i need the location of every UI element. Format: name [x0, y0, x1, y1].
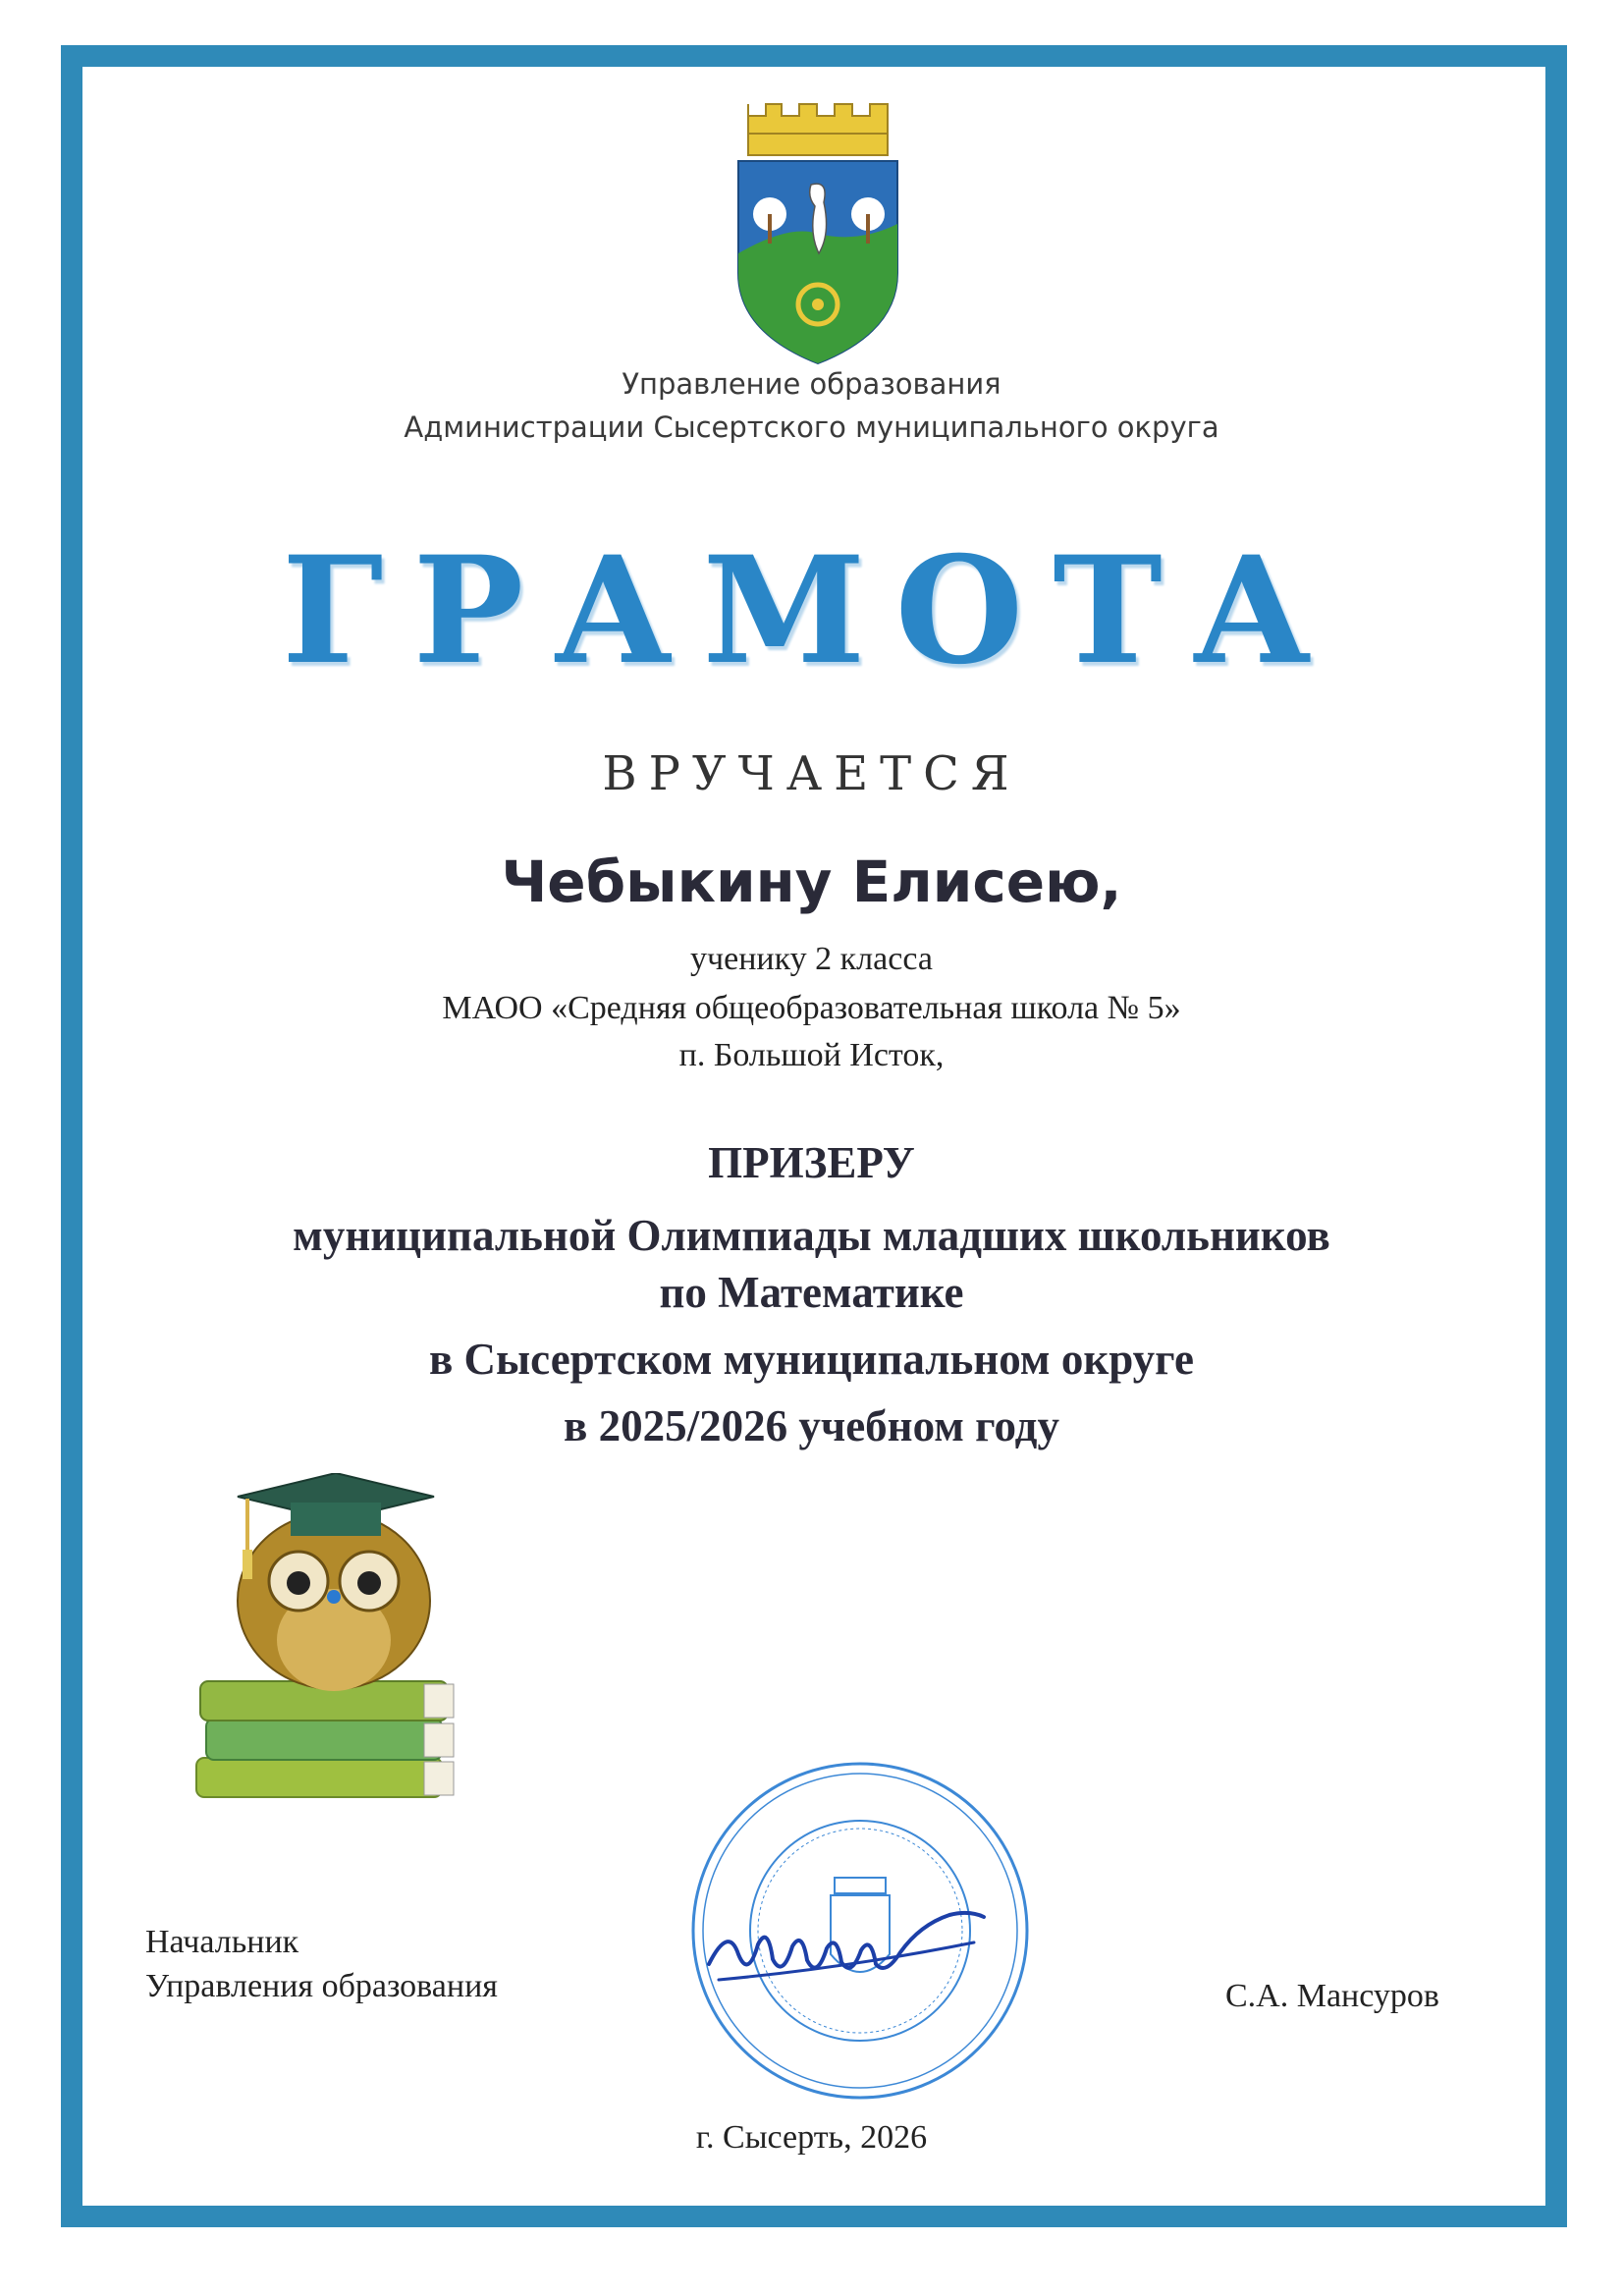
owl-on-books-icon	[189, 1473, 463, 1856]
handwritten-signature-icon	[699, 1886, 994, 2013]
recipient-locality: п. Большой Исток,	[678, 1037, 945, 1073]
awarded-label: ВРУЧАЕТСЯ	[602, 746, 1021, 801]
signer-position-line-1: Начальник	[145, 1924, 299, 1960]
award-line-subject: по Математике	[659, 1268, 964, 1317]
organization-line-1: Управление образования	[622, 367, 1001, 401]
recipient-name: Чебыкину Елисею,	[501, 848, 1122, 915]
award-line-year: в 2025/2026 учебном году	[564, 1401, 1059, 1450]
signer-position	[145, 1921, 498, 2009]
award-line-district: в Сысертском муниципальном округе	[429, 1335, 1194, 1384]
recipient-school: МАОО «Средняя общеобразовательная школа № 5»	[442, 990, 1181, 1026]
sysert-coat-of-arms-icon	[730, 86, 905, 367]
organization-line-2: Администрации Сысертского муниципального округа	[404, 410, 1219, 444]
signer-position-line-2: Управления образования	[145, 1967, 498, 2004]
award-line-olympiad: муниципальной Олимпиады младших школьников	[293, 1211, 1330, 1260]
award-title: ПРИЗЕРУ	[708, 1138, 915, 1187]
signer-name: С.А. Мансуров	[1225, 1978, 1439, 2014]
certificate-title: ГРАМОТА	[281, 524, 1342, 697]
recipient-grade: ученику 2 класса	[690, 941, 933, 977]
place-and-date: г. Сысерть, 2026	[695, 2119, 928, 2156]
